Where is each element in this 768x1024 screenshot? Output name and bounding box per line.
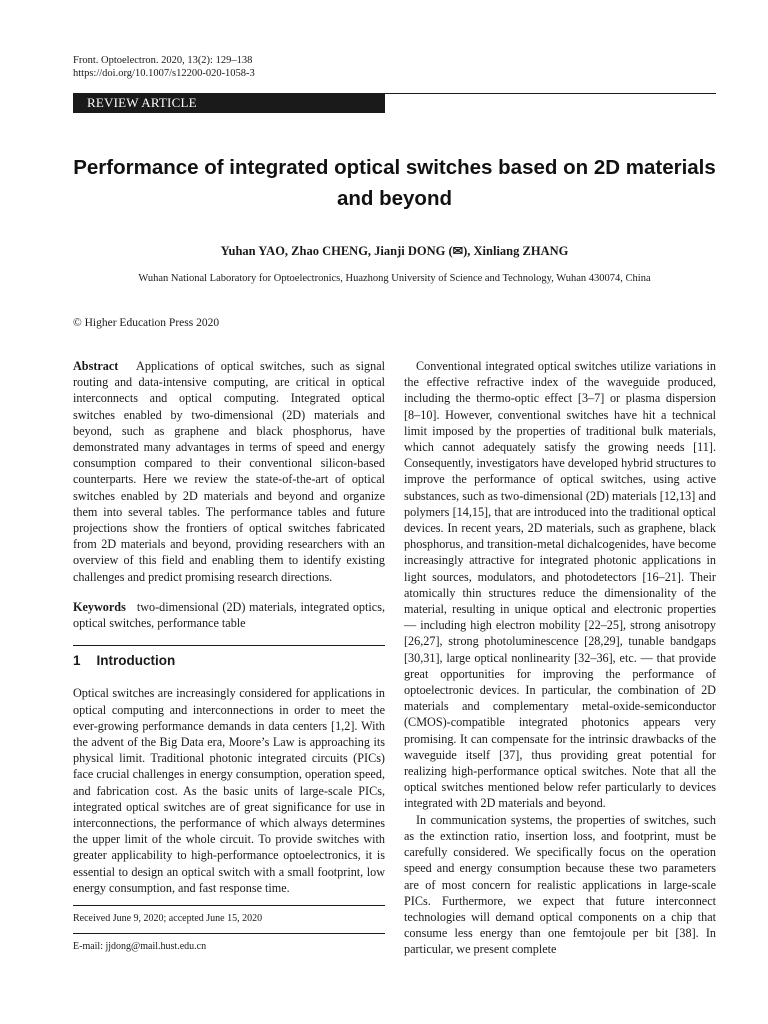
right-column: [404, 358, 716, 958]
copyright-notice: © Higher Education Press 2020: [73, 317, 220, 329]
keywords: [73, 599, 385, 631]
section-number: 1: [73, 653, 81, 669]
abstract: [73, 358, 385, 585]
author-affiliation: Wuhan National Laboratory for Optoelectronics, Huazhong University of Science and Technology, Wuhan 430074, China: [138, 273, 651, 284]
journal-citation: Front. Optoelectron. 2020, 13(2): 129–138: [73, 55, 253, 66]
section-divider: [73, 645, 385, 646]
intro-paragraph-3: In communication systems, the properties of switches, such as the extinction ratio, insertion loss, and footprint, must be carefully considered. We specifically focus on the operation speed and energy consumption because these two parameters are of most concern for realistic applications in large-scale PICs. Furthermore, we expect that future interconnect technologies will demand optical components on a chip that consume less energy than one femtojoule per bit [38]. In particular, we present complete: [404, 812, 716, 957]
footnote-divider-2: [73, 933, 385, 934]
intro-paragraph-2: Conventional integrated optical switches utilize variations in the effective refractive index of the waveguide produced, including the thermo-optic effect [3–7] or plasma dispersion [8–10]. However, conventional switches have hit a technical limit imposed by the properties of traditional bulk materials, which cannot adequately satisfy the growing needs [11]. Consequently, investigators have developed hybrid structures to improve the performance of optical switches, using active substances, such as two-dimensional (2D) materials [12,13] and polymers [14,15], that are introduced into the traditional optical devices. In recent years, 2D materials, such as graphene, black phosphorus, and transition-metal dichalcogenides, have become increasingly attractive for integrated photonic applications in light sources, modulators, and photodetectors [16–21]. Their atomically thin structures reduce the dimensionality of the material, resulting in unique optical and electronic properties — including high electron mobility [22–25], strong anisotropy [26,27], strong photoluminescence [28,29], tunable bandgaps [30,31], large optical nonlinearity [32–36], etc. — that provide great opportunities for improving the performance of optoelectronic devices. In particular, the combination of 2D materials and complementary metal-oxide-semiconductor (CMOS)-compatible integrated photonics appears very promising. It can compensate for the intrinsic drawbacks of the waveguide itself [37], thus providing great potential for realizing high-performance optical switches. Note that all the optical switches mentioned below refer particularly to devices integrated with 2D materials and beyond.: [404, 359, 716, 811]
footnote-divider: [73, 905, 385, 906]
intro-paragraph-1: Optical switches are increasingly considered for applications in optical computing and interconnections in order to meet the ever-growing performance demands in data centers [1,2]. With the advent of the Big Data era, Moore’s Law is approaching its physical limit. Traditional photonic integrated circuits (PICs) face crucial challenges in energy consumption, operation speed, and fabrication cost. As the basic units of large-scale PICs, integrated optical switches are of great significance for use in interconnections, the performance of which always determines the upper limit of the whole circuit. To provide switches with greater applicability to high-performance optoelectronics, it is essential to design an optical switch with a small footprint, low energy consumption, and fast response time.: [73, 686, 385, 895]
abstract-text: Applications of optical switches, such as signal routing and data-intensive computing, are critical in optical interconnects and optical computing. Integrated optical switches enabled by two-dimensional (2D) materials and beyond, such as graphene and black phosphorus, have demonstrated many advantages in terms of speed and energy consumption compared to their conventional silicon-based counterparts. Here we review the state-of-the-art of optical switches enabled by 2D materials and beyond and organize them into several tables. The performance tables and future projections show the frontiers of optical switches fabricated from 2D materials and beyond, providing researchers with an overview of this field and enabling them to identify existing challenges and predict promising research directions.: [73, 359, 385, 584]
doi-link[interactable]: https://doi.org/10.1007/s12200-020-1058-3: [73, 68, 255, 79]
corresponding-email[interactable]: E-mail: jjdong@mail.hust.edu.cn: [73, 941, 207, 953]
section-title: Introduction: [96, 653, 176, 669]
keywords-label: Keywords: [73, 599, 126, 614]
left-column: [73, 358, 385, 953]
article-title: Performance of integrated optical switches based on 2D materials and beyond: [73, 156, 716, 210]
author-list: Yuhan YAO, Zhao CHENG, Jianji DONG (✉), Xinliang ZHANG: [220, 244, 569, 258]
article-type-band: REVIEW ARTICLE: [73, 93, 385, 113]
journal-info: [73, 54, 255, 80]
received-date: Received June 9, 2020; accepted June 15, 2020: [73, 913, 263, 925]
abstract-label: Abstract: [73, 359, 119, 373]
keywords-text: two-dimensional (2D) materials, integrated optics, optical switches, performance table: [73, 599, 385, 631]
section-heading: [73, 653, 385, 669]
